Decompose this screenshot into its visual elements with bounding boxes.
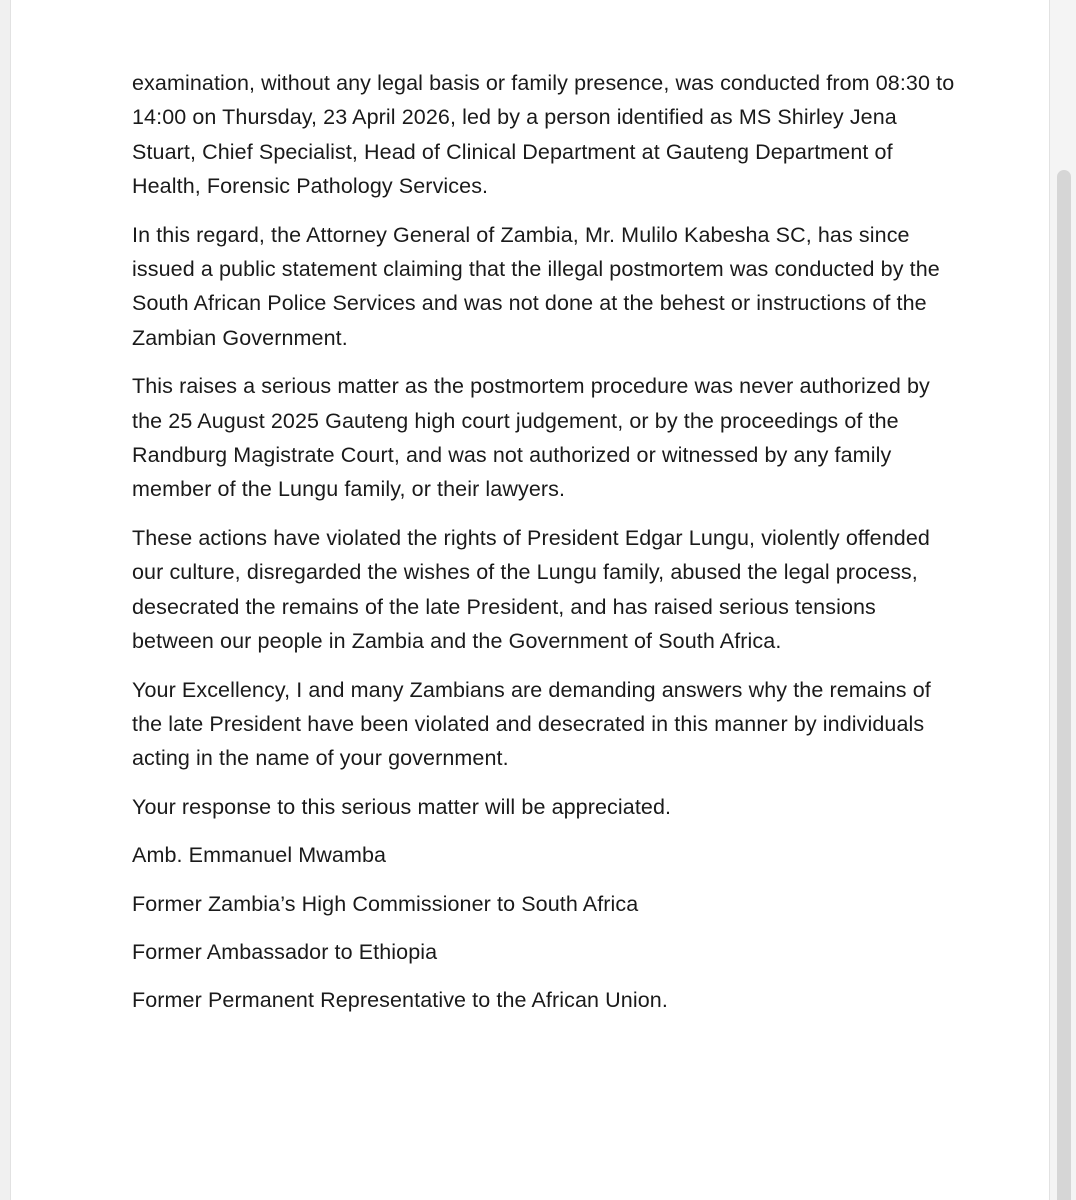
signature-title-high-commissioner: Former Zambia’s High Commissioner to South Africa <box>132 891 639 916</box>
paragraph-serious-matter: This raises a serious matter as the postmortem procedure was never authorized by the 25 August 2025 Gauteng high court judgement, or by the proceedings of the Randburg Magistrate Court, and was not authorized or witnessed by any family member of the Lungu family, or their lawyers. <box>132 374 930 502</box>
signature-name: Amb. Emmanuel Mwamba <box>132 843 387 868</box>
document-body <box>132 66 962 1032</box>
signature-title-permanent-rep: Former Permanent Representative to the African Union. <box>132 988 668 1013</box>
paragraph-examination: examination, without any legal basis or family presence, was conducted from 08:30 to 14:00 on Thursday, 23 April 2026, led by a person identified as MS Shirley Jena Stuart, Chief Specialist, Head of Clinical Department at Gauteng Department of Health, Forensic Pathology Services. <box>132 71 955 199</box>
paragraph-attorney-general: In this regard, the Attorney General of Zambia, Mr. Mulilo Kabesha SC, has since issued a public statement claiming that the illegal postmortem was conducted by the South African Police Services and was not done at the behest or instructions of the Zambian Government. <box>132 222 940 350</box>
paragraph-response: Your response to this serious matter will be appreciated. <box>132 794 672 819</box>
paragraph-demand-answers: Your Excellency, I and many Zambians are demanding answers why the remains of the late President have been violated and desecrated in this manner by individuals acting in the name of your government. <box>132 677 931 771</box>
scrollbar-thumb[interactable] <box>1057 170 1071 1200</box>
paragraph-violations: These actions have violated the rights of President Edgar Lungu, violently offended our culture, disregarded the wishes of the Lungu family, abused the legal process, desecrated the remains of the late President, and has raised serious tensions between our people in Zambia and the Government of South Africa. <box>132 525 930 654</box>
vertical-scrollbar[interactable] <box>1050 0 1076 1200</box>
document-page <box>10 0 1050 1200</box>
signature-title-ambassador: Former Ambassador to Ethiopia <box>132 939 438 964</box>
